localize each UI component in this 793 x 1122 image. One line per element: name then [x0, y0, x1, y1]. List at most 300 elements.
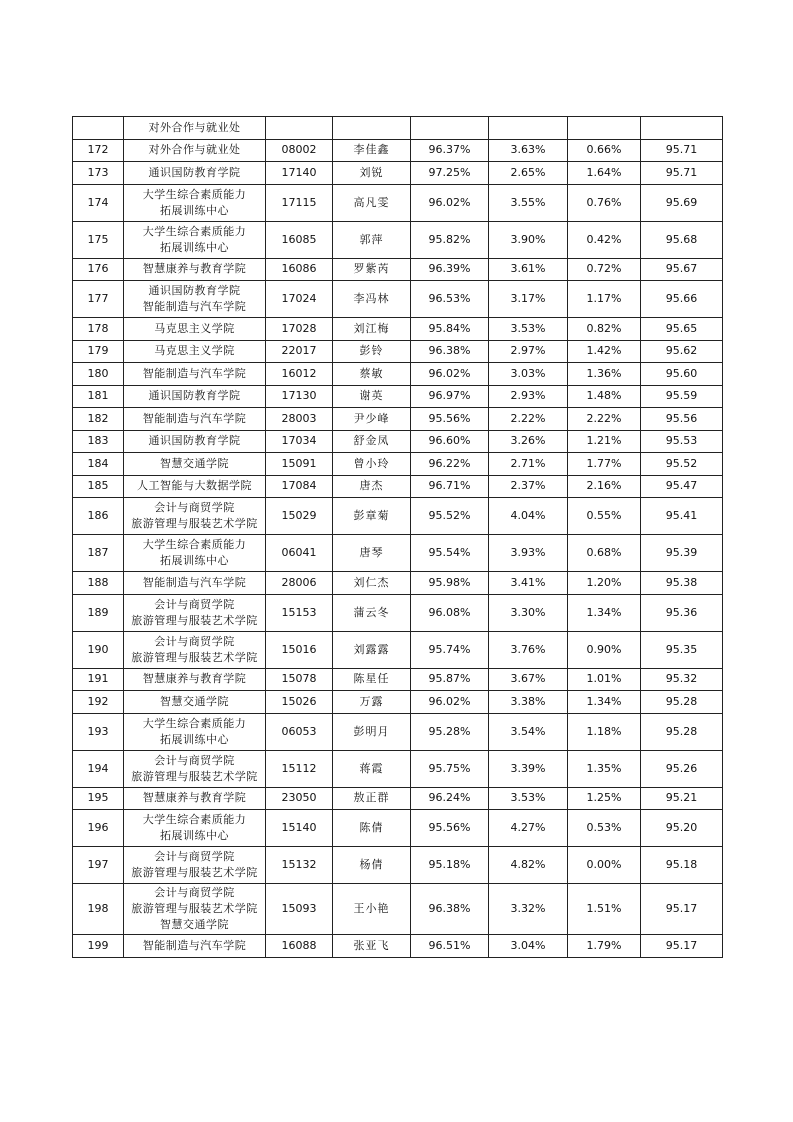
employee-id-cell: 17024	[266, 281, 333, 318]
department-cell	[124, 430, 266, 453]
rate-3-cell: 1.34%	[568, 594, 641, 631]
name-cell: 尹少峰	[333, 408, 411, 431]
name-cell: 高凡雯	[333, 184, 411, 221]
rate-1-cell: 96.60%	[411, 430, 489, 453]
department-line: 会计与商贸学院	[154, 634, 235, 648]
rate-3-cell: 1.36%	[568, 363, 641, 386]
employee-id-cell: 15026	[266, 691, 333, 714]
rate-1-cell: 96.02%	[411, 691, 489, 714]
department-cell	[124, 221, 266, 258]
rank-cell: 190	[73, 631, 124, 668]
employee-id-cell: 17034	[266, 430, 333, 453]
score-cell: 95.35	[641, 631, 723, 668]
rate-2-cell: 2.71%	[489, 453, 568, 476]
name-cell: 张亚飞	[333, 935, 411, 958]
table-row	[73, 884, 723, 935]
table-row	[73, 691, 723, 714]
department-cell	[124, 139, 266, 162]
rate-1-cell: 96.22%	[411, 453, 489, 476]
rank-cell: 182	[73, 408, 124, 431]
rate-2-cell: 3.54%	[489, 713, 568, 750]
employee-id-cell: 15091	[266, 453, 333, 476]
department-line: 智能制造与汽车学院	[142, 938, 247, 952]
rank-cell: 192	[73, 691, 124, 714]
table-row	[73, 594, 723, 631]
department-cell	[124, 631, 266, 668]
department-line: 对外合作与就业处	[148, 143, 241, 157]
score-cell: 95.47	[641, 475, 723, 498]
table-row	[73, 713, 723, 750]
name-cell: 万露	[333, 691, 411, 714]
department-line: 旅游管理与服装艺术学院	[131, 866, 258, 879]
rate-3-cell: 1.18%	[568, 713, 641, 750]
rate-3-cell: 1.77%	[568, 453, 641, 476]
employee-id-cell: 17115	[266, 184, 333, 221]
department-line: 智慧交通学院	[160, 456, 229, 470]
score-cell	[641, 117, 723, 140]
rank-cell: 172	[73, 139, 124, 162]
rate-2-cell: 3.17%	[489, 281, 568, 318]
employee-id-cell: 15132	[266, 847, 333, 884]
employee-id-cell: 15112	[266, 750, 333, 787]
rate-1-cell: 95.52%	[411, 498, 489, 535]
department-cell	[124, 408, 266, 431]
score-cell: 95.59	[641, 385, 723, 408]
table-row	[73, 453, 723, 476]
rate-3-cell: 1.01%	[568, 668, 641, 691]
name-cell: 李冯林	[333, 281, 411, 318]
department-cell	[124, 847, 266, 884]
rate-1-cell: 96.51%	[411, 935, 489, 958]
department-line: 旅游管理与服装艺术学院	[131, 769, 258, 783]
department-line: 人工智能与大数据学院	[137, 479, 252, 493]
department-cell	[124, 498, 266, 535]
department-cell	[124, 453, 266, 476]
department-line: 拓展训练中心	[160, 732, 229, 746]
rank-cell: 184	[73, 453, 124, 476]
department-cell	[124, 810, 266, 847]
rate-1-cell: 96.39%	[411, 258, 489, 281]
department-line: 大学生综合素质能力	[142, 538, 247, 551]
rate-2-cell: 2.37%	[489, 475, 568, 498]
rate-3-cell: 0.68%	[568, 535, 641, 572]
rate-3-cell: 2.16%	[568, 475, 641, 498]
name-cell: 舒金凤	[333, 430, 411, 453]
rank-cell: 198	[73, 884, 124, 935]
score-cell: 95.18	[641, 847, 723, 884]
table-row	[73, 258, 723, 281]
rate-1-cell: 96.37%	[411, 139, 489, 162]
table-row	[73, 408, 723, 431]
rate-1-cell: 96.53%	[411, 281, 489, 318]
score-cell: 95.62	[641, 340, 723, 363]
rate-3-cell: 1.20%	[568, 572, 641, 595]
department-cell	[124, 475, 266, 498]
rate-1-cell: 95.87%	[411, 668, 489, 691]
rank-cell: 196	[73, 810, 124, 847]
employee-id-cell: 16012	[266, 363, 333, 386]
score-cell: 95.26	[641, 750, 723, 787]
table-row	[73, 668, 723, 691]
department-line: 智能制造与汽车学院	[142, 300, 247, 313]
department-cell	[124, 340, 266, 363]
employee-id-cell: 06041	[266, 535, 333, 572]
department-cell	[124, 884, 266, 935]
rate-1-cell: 96.02%	[411, 184, 489, 221]
score-cell: 95.38	[641, 572, 723, 595]
score-cell: 95.20	[641, 810, 723, 847]
name-cell: 刘露露	[333, 631, 411, 668]
table-row	[73, 750, 723, 787]
table-row	[73, 572, 723, 595]
rate-2-cell: 3.55%	[489, 184, 568, 221]
name-cell: 王小艳	[333, 884, 411, 935]
department-line: 通识国防教育学院	[148, 165, 241, 179]
score-cell: 95.39	[641, 535, 723, 572]
department-line: 拓展训练中心	[160, 240, 229, 254]
rate-2-cell: 4.04%	[489, 498, 568, 535]
department-line: 大学生综合素质能力	[142, 187, 247, 201]
rate-1-cell: 96.71%	[411, 475, 489, 498]
department-line: 大学生综合素质能力	[142, 716, 247, 730]
rank-cell: 186	[73, 498, 124, 535]
rate-3-cell: 1.25%	[568, 787, 641, 810]
rate-1-cell: 96.02%	[411, 363, 489, 386]
department-cell	[124, 668, 266, 691]
rate-2-cell: 3.90%	[489, 221, 568, 258]
rank-cell: 174	[73, 184, 124, 221]
employee-id-cell: 23050	[266, 787, 333, 810]
rate-3-cell: 0.00%	[568, 847, 641, 884]
department-cell	[124, 713, 266, 750]
department-line: 通识国防教育学院	[148, 284, 241, 297]
rate-3-cell: 0.55%	[568, 498, 641, 535]
name-cell: 敖正群	[333, 787, 411, 810]
rate-1-cell: 95.56%	[411, 810, 489, 847]
rank-cell: 176	[73, 258, 124, 281]
employee-id-cell: 16088	[266, 935, 333, 958]
rank-cell: 188	[73, 572, 124, 595]
rate-2-cell: 3.32%	[489, 884, 568, 935]
rate-1-cell: 96.97%	[411, 385, 489, 408]
table-row	[73, 385, 723, 408]
score-cell: 95.71	[641, 162, 723, 185]
rate-2-cell: 3.63%	[489, 139, 568, 162]
department-cell	[124, 318, 266, 341]
department-cell	[124, 535, 266, 572]
department-cell	[124, 162, 266, 185]
table-row	[73, 787, 723, 810]
name-cell: 罗紫芮	[333, 258, 411, 281]
department-line: 旅游管理与服装艺术学院	[131, 902, 258, 915]
table-row	[73, 184, 723, 221]
table-row	[73, 162, 723, 185]
rate-1-cell: 95.74%	[411, 631, 489, 668]
score-cell: 95.41	[641, 498, 723, 535]
score-cell: 95.17	[641, 884, 723, 935]
employee-id-cell: 15016	[266, 631, 333, 668]
score-cell: 95.32	[641, 668, 723, 691]
rank-cell: 175	[73, 221, 124, 258]
department-line: 智慧康养与教育学院	[142, 672, 247, 686]
employee-id-cell: 17028	[266, 318, 333, 341]
employee-id-cell: 22017	[266, 340, 333, 363]
rank-cell: 191	[73, 668, 124, 691]
rate-1-cell: 95.98%	[411, 572, 489, 595]
rate-1-cell: 97.25%	[411, 162, 489, 185]
rate-1-cell: 95.82%	[411, 221, 489, 258]
name-cell: 彭铃	[333, 340, 411, 363]
table-row-continued	[73, 117, 723, 140]
rate-1-cell: 96.08%	[411, 594, 489, 631]
ranking-table	[72, 116, 723, 958]
department-line: 智能制造与汽车学院	[142, 411, 247, 425]
rank-cell: 178	[73, 318, 124, 341]
score-cell: 95.65	[641, 318, 723, 341]
rate-3-cell: 2.22%	[568, 408, 641, 431]
rate-3-cell: 0.72%	[568, 258, 641, 281]
rate-2-cell: 4.27%	[489, 810, 568, 847]
department-cell	[124, 787, 266, 810]
employee-id-cell: 15029	[266, 498, 333, 535]
score-cell: 95.66	[641, 281, 723, 318]
rate-2-cell: 4.82%	[489, 847, 568, 884]
rank-cell: 180	[73, 363, 124, 386]
rate-1-cell: 95.28%	[411, 713, 489, 750]
score-cell: 95.52	[641, 453, 723, 476]
score-cell: 95.56	[641, 408, 723, 431]
employee-id-cell: 17140	[266, 162, 333, 185]
rate-2-cell: 3.76%	[489, 631, 568, 668]
rate-1-cell: 96.24%	[411, 787, 489, 810]
score-cell: 95.53	[641, 430, 723, 453]
table-row	[73, 221, 723, 258]
rate-3-cell: 0.90%	[568, 631, 641, 668]
department-cell	[124, 935, 266, 958]
department-line: 通识国防教育学院	[148, 434, 241, 448]
score-cell: 95.71	[641, 139, 723, 162]
department-line: 智能制造与汽车学院	[142, 575, 247, 589]
department-cell	[124, 363, 266, 386]
department-cell	[124, 572, 266, 595]
department-line: 智慧交通学院	[160, 694, 229, 708]
table-row	[73, 535, 723, 572]
department-line: 拓展训练中心	[160, 554, 229, 567]
name-cell: 唐杰	[333, 475, 411, 498]
employee-id-cell: 16085	[266, 221, 333, 258]
name-cell: 蔡敏	[333, 363, 411, 386]
employee-id-cell: 16086	[266, 258, 333, 281]
table-row	[73, 935, 723, 958]
department-cell	[124, 691, 266, 714]
table-row	[73, 631, 723, 668]
department-cell	[124, 385, 266, 408]
department-line: 马克思主义学院	[154, 321, 235, 335]
department-line: 智慧康养与教育学院	[142, 791, 247, 805]
name-cell: 刘仁杰	[333, 572, 411, 595]
rate-2-cell: 3.67%	[489, 668, 568, 691]
rate-2-cell: 3.61%	[489, 258, 568, 281]
department-cell	[124, 594, 266, 631]
department-line: 旅游管理与服装艺术学院	[131, 650, 258, 664]
rate-2-cell: 3.53%	[489, 787, 568, 810]
rate-2-cell: 3.53%	[489, 318, 568, 341]
department-line: 智慧康养与教育学院	[142, 262, 247, 276]
rate-3-cell: 1.34%	[568, 691, 641, 714]
rank-cell: 194	[73, 750, 124, 787]
name-cell: 刘锐	[333, 162, 411, 185]
department-line: 旅游管理与服装艺术学院	[131, 517, 258, 530]
employee-id-cell: 08002	[266, 139, 333, 162]
rank-cell: 179	[73, 340, 124, 363]
rate-2-cell: 3.04%	[489, 935, 568, 958]
rate-2-cell: 3.93%	[489, 535, 568, 572]
rate-1-cell: 96.38%	[411, 340, 489, 363]
rate-2-cell: 3.41%	[489, 572, 568, 595]
name-cell	[333, 117, 411, 140]
rate-2-cell: 3.39%	[489, 750, 568, 787]
rate-3-cell: 1.51%	[568, 884, 641, 935]
department-line: 大学生综合素质能力	[142, 224, 247, 238]
department-line: 会计与商贸学院	[154, 886, 235, 899]
employee-id-cell: 15093	[266, 884, 333, 935]
department-line: 拓展训练中心	[160, 203, 229, 217]
department-line: 拓展训练中心	[160, 829, 229, 842]
department-line: 智慧交通学院	[160, 918, 229, 931]
rate-2-cell: 3.30%	[489, 594, 568, 631]
table-row	[73, 318, 723, 341]
rate-3-cell: 1.42%	[568, 340, 641, 363]
score-cell: 95.21	[641, 787, 723, 810]
employee-id-cell: 28003	[266, 408, 333, 431]
employee-id-cell	[266, 117, 333, 140]
rate-2-cell: 2.93%	[489, 385, 568, 408]
name-cell: 唐琴	[333, 535, 411, 572]
employee-id-cell: 15153	[266, 594, 333, 631]
rate-3-cell: 1.17%	[568, 281, 641, 318]
department-cell: 对外合作与就业处	[124, 117, 266, 140]
rank-cell: 197	[73, 847, 124, 884]
rate-3-cell: 0.53%	[568, 810, 641, 847]
name-cell: 彭明月	[333, 713, 411, 750]
department-line: 会计与商贸学院	[154, 753, 235, 767]
name-cell: 陈星任	[333, 668, 411, 691]
rate-3-cell: 0.76%	[568, 184, 641, 221]
department-line: 会计与商贸学院	[154, 597, 235, 611]
rank-cell: 183	[73, 430, 124, 453]
rate-3-cell: 1.64%	[568, 162, 641, 185]
rate-2-cell: 3.38%	[489, 691, 568, 714]
rank-cell: 187	[73, 535, 124, 572]
name-cell: 彭章菊	[333, 498, 411, 535]
rate-2-cell: 3.03%	[489, 363, 568, 386]
rate-3-cell: 1.79%	[568, 935, 641, 958]
table-row	[73, 847, 723, 884]
score-cell: 95.69	[641, 184, 723, 221]
department-line: 大学生综合素质能力	[142, 813, 247, 826]
table-row	[73, 139, 723, 162]
rate-2-cell: 2.97%	[489, 340, 568, 363]
department-line: 会计与商贸学院	[154, 850, 235, 863]
table-row	[73, 475, 723, 498]
rank-cell: 193	[73, 713, 124, 750]
rate-3-cell: 0.66%	[568, 139, 641, 162]
score-cell: 95.28	[641, 713, 723, 750]
department-cell	[124, 281, 266, 318]
department-line: 智能制造与汽车学院	[142, 366, 247, 380]
name-cell: 刘江梅	[333, 318, 411, 341]
department-cell	[124, 184, 266, 221]
rate-3-cell	[568, 117, 641, 140]
department-line: 会计与商贸学院	[154, 501, 235, 514]
score-cell: 95.36	[641, 594, 723, 631]
score-cell: 95.28	[641, 691, 723, 714]
department-line: 通识国防教育学院	[148, 389, 241, 403]
name-cell: 杨倩	[333, 847, 411, 884]
name-cell: 曾小玲	[333, 453, 411, 476]
rate-1-cell: 95.56%	[411, 408, 489, 431]
employee-id-cell: 17130	[266, 385, 333, 408]
rate-2-cell: 3.26%	[489, 430, 568, 453]
rank-cell: 189	[73, 594, 124, 631]
department-cell	[124, 258, 266, 281]
table-row	[73, 281, 723, 318]
rate-1-cell: 96.38%	[411, 884, 489, 935]
rank-cell: 177	[73, 281, 124, 318]
rate-3-cell: 1.21%	[568, 430, 641, 453]
rate-2-cell: 2.65%	[489, 162, 568, 185]
name-cell: 蒋霞	[333, 750, 411, 787]
rate-3-cell: 1.48%	[568, 385, 641, 408]
employee-id-cell: 28006	[266, 572, 333, 595]
rank-cell	[73, 117, 124, 140]
rank-cell: 181	[73, 385, 124, 408]
name-cell: 谢英	[333, 385, 411, 408]
department-line: 马克思主义学院	[154, 344, 235, 358]
name-cell: 郭萍	[333, 221, 411, 258]
table-row	[73, 340, 723, 363]
rank-cell: 185	[73, 475, 124, 498]
score-cell: 95.60	[641, 363, 723, 386]
department-line: 旅游管理与服装艺术学院	[131, 613, 258, 627]
rate-3-cell: 0.42%	[568, 221, 641, 258]
employee-id-cell: 17084	[266, 475, 333, 498]
table-row	[73, 810, 723, 847]
rate-1-cell: 95.84%	[411, 318, 489, 341]
rate-2-cell	[489, 117, 568, 140]
rate-3-cell: 1.35%	[568, 750, 641, 787]
score-cell: 95.68	[641, 221, 723, 258]
table-body	[73, 117, 723, 958]
table-row	[73, 430, 723, 453]
rate-3-cell: 0.82%	[568, 318, 641, 341]
rate-1-cell: 95.18%	[411, 847, 489, 884]
rank-cell: 195	[73, 787, 124, 810]
employee-id-cell: 06053	[266, 713, 333, 750]
name-cell: 李佳鑫	[333, 139, 411, 162]
rank-cell: 173	[73, 162, 124, 185]
rate-1-cell: 95.54%	[411, 535, 489, 572]
score-cell: 95.67	[641, 258, 723, 281]
name-cell: 陈倩	[333, 810, 411, 847]
rate-2-cell: 2.22%	[489, 408, 568, 431]
rank-cell: 199	[73, 935, 124, 958]
employee-id-cell: 15140	[266, 810, 333, 847]
table-row	[73, 498, 723, 535]
department-cell	[124, 750, 266, 787]
table-row	[73, 363, 723, 386]
score-cell: 95.17	[641, 935, 723, 958]
